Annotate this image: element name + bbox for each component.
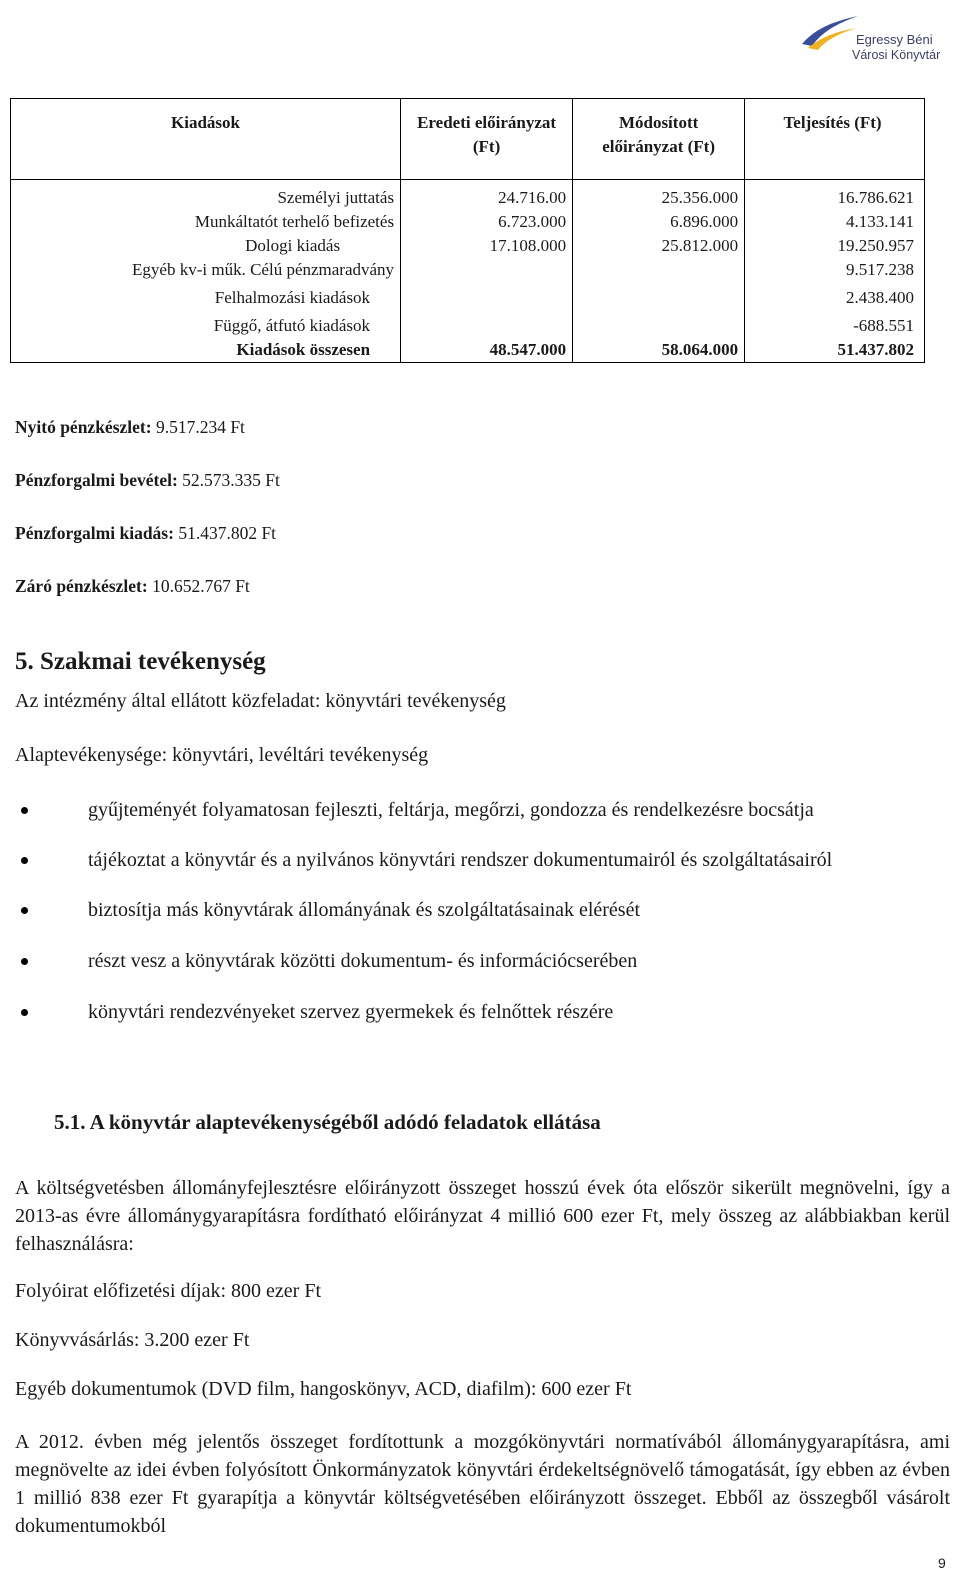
table-row [11, 258, 925, 282]
balance-label: Pénzforgalmi bevétel: [15, 470, 178, 490]
table-row [11, 210, 925, 234]
list-item-text: tájékoztat a könyvtár és a nyilvános könyvtári rendszer dokumentumairól és szolgáltatásairól [88, 849, 833, 871]
balance-opening [15, 417, 245, 438]
balance-value: 9.517.234 Ft [155, 417, 245, 437]
subsection-paragraph-budget: A költségvetésben állományfejlesztésre előirányzott összeget hosszú évek óta először sikerült megnövelni, így a 2013-as évre állománygyarapításra fordítható előirányzat 4 millió 600 ezer Ft, mely összeg az alábbiakban kerül felhasználásra: [15, 1177, 950, 1255]
row-label: Munkáltatót terhelő befizetés [11, 210, 401, 234]
header-modositott: Módosított előirányzat (Ft) [573, 99, 745, 180]
row-label: Függő, átfutó kiadások [11, 314, 401, 338]
row-actual: -688.551 [745, 314, 925, 338]
list-item [15, 846, 950, 875]
row-actual: 9.517.238 [745, 258, 925, 282]
budget-line-books: Könyvvásárlás: 3.200 ezer Ft [15, 1329, 250, 1351]
list-item [15, 796, 950, 825]
list-item [15, 896, 950, 925]
subsection-heading: 5.1. A könyvtár alaptevékenységéből adódó feladatok ellátása [54, 1110, 601, 1134]
balance-value: 52.573.335 Ft [182, 470, 280, 490]
library-logo [800, 10, 950, 72]
logo-swoosh-icon [800, 10, 860, 50]
header-teljesites: Teljesítés (Ft) [745, 99, 925, 180]
bullet-icon [21, 857, 28, 864]
row-modified: 6.896.000 [573, 210, 745, 234]
list-item-text: részt vesz a könyvtárak közötti dokumentum- és információcserében [88, 950, 638, 972]
list-item-text: biztosítja más könyvtárak állományának és szolgáltatásainak elérését [88, 899, 641, 921]
header-eredeti: Eredeti előirányzat (Ft) [401, 99, 573, 180]
row-label: Egyéb kv-i műk. Célú pénzmaradvány [11, 258, 401, 282]
balance-label: Pénzforgalmi kiadás: [15, 523, 174, 543]
table-row [11, 180, 925, 211]
row-actual: 2.438.400 [745, 282, 925, 314]
section-intro-core-activity: Alaptevékenysége: könyvtári, levéltári tevékenység [15, 744, 429, 766]
balance-label: Záró pénzkészlet: [15, 576, 148, 596]
row-original [401, 258, 573, 282]
subsection-paragraph-2012: A 2012. évben még jelentős összeget fordítottunk a mozgókönyvtári normatívából állománygyarapításra, ami megnövelte az idei évben folyósított Önkormányzatok könyvtári érdekeltségnövelő támogatását, így ebben az évben 1 millió 838 ezer Ft gyarapítja a könyvtár költségvetésében előirányzott összeget. Ebből az összegből vásárolt dokumentumokból [15, 1431, 950, 1537]
row-actual: 19.250.957 [745, 234, 925, 258]
bullet-icon [21, 1009, 28, 1016]
row-original: 6.723.000 [401, 210, 573, 234]
row-modified [573, 282, 745, 314]
table-row [11, 282, 925, 314]
header-kiadasok: Kiadások [11, 99, 401, 180]
bullet-icon [21, 958, 28, 965]
balance-income [15, 470, 280, 491]
total-actual: 51.437.802 [745, 338, 925, 363]
row-label: Dologi kiadás [11, 234, 401, 258]
table-row [11, 234, 925, 258]
row-actual: 4.133.141 [745, 210, 925, 234]
row-original [401, 314, 573, 338]
logo-text-line2: Városi Könyvtár [852, 48, 941, 62]
row-label: Személyi juttatás [11, 180, 401, 211]
section-intro-public-task: Az intézmény által ellátott közfeladat: könyvtári tevékenység [15, 690, 506, 712]
table-total-row [11, 338, 925, 363]
row-label: Felhalmozási kiadások [11, 282, 401, 314]
budget-line-other-documents: Egyéb dokumentumok (DVD film, hangoskönyv, ACD, diafilm): 600 ezer Ft [15, 1378, 632, 1400]
balance-closing [15, 576, 250, 597]
expenses-table [10, 98, 925, 363]
budget-line-periodicals: Folyóirat előfizetési díjak: 800 ezer Ft [15, 1280, 322, 1302]
activity-list [15, 796, 950, 1027]
section-heading: 5. Szakmai tevékenység [15, 648, 266, 675]
balance-value: 51.437.802 Ft [178, 523, 277, 543]
bullet-icon [21, 807, 28, 814]
list-item [15, 947, 950, 976]
row-modified: 25.356.000 [573, 180, 745, 211]
list-item [15, 998, 950, 1027]
row-modified [573, 258, 745, 282]
list-item-text: gyűjteményét folyamatosan fejleszti, feltárja, megőrzi, gondozza és rendelkezésre bocsátja [88, 799, 814, 821]
row-original: 24.716.00 [401, 180, 573, 211]
page-number: 9 [938, 1555, 946, 1571]
row-original [401, 282, 573, 314]
table-row [11, 314, 925, 338]
row-actual: 16.786.621 [745, 180, 925, 211]
row-modified [573, 314, 745, 338]
logo-text-line1: Egressy Béni [856, 32, 933, 47]
row-original: 17.108.000 [401, 234, 573, 258]
balance-value: 10.652.767 Ft [152, 576, 250, 596]
total-modified: 58.064.000 [573, 338, 745, 363]
row-modified: 25.812.000 [573, 234, 745, 258]
balance-expense [15, 523, 276, 544]
balance-label: Nyitó pénzkészlet: [15, 417, 152, 437]
total-label: Kiadások összesen [11, 338, 401, 363]
table-header-row [11, 99, 925, 180]
list-item-text: könyvtári rendezvényeket szervez gyermekek és felnőttek részére [88, 1001, 614, 1023]
bullet-icon [21, 907, 28, 914]
total-original: 48.547.000 [401, 338, 573, 363]
